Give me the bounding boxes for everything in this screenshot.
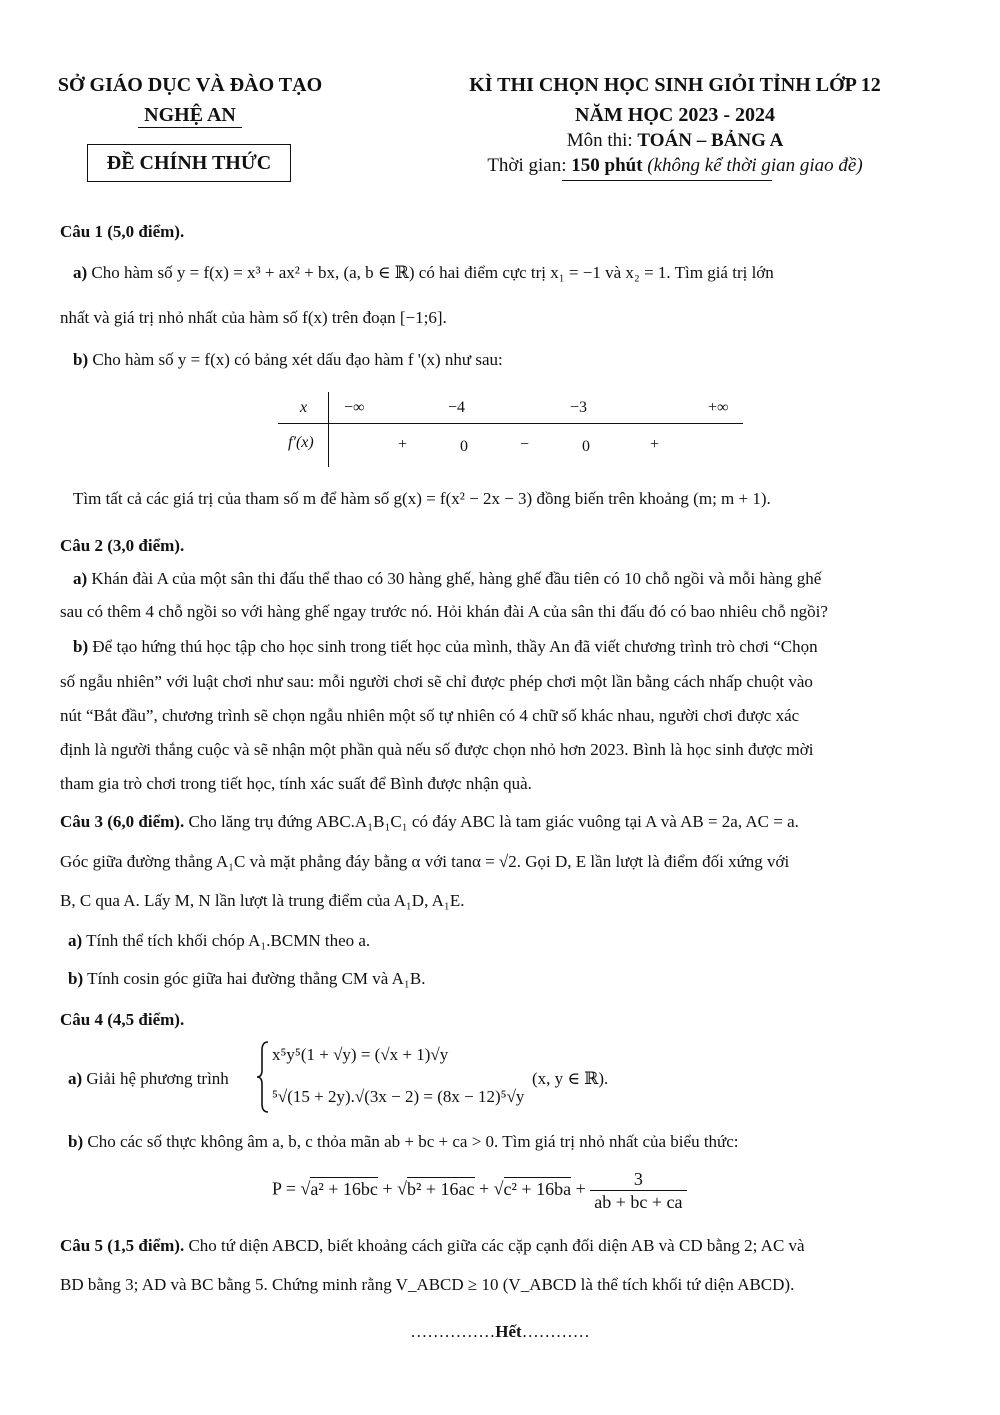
header-right-underline	[562, 180, 772, 181]
table-sign-5: +	[650, 436, 660, 453]
q4a-label: a)	[68, 1069, 83, 1088]
table-x-4: +∞	[708, 399, 729, 416]
q3b-label: b)	[68, 969, 84, 988]
p-fraction	[590, 1170, 686, 1211]
q4a-eq1: x⁵y⁵(1 + √y) = (√x + 1)√y	[272, 1045, 449, 1064]
end-marker	[300, 1323, 700, 1340]
table-sign-3: −	[520, 436, 530, 453]
q1b-text2: Tìm tất cả các giá trị của tham số m để hàm số g(x) = f(x² − 2x − 3) đồng biến trên khoảng (m; m + 1).	[73, 489, 771, 508]
exam-title: KÌ THI CHỌN HỌC SINH GIỎI TỈNH LỚP 12	[469, 74, 881, 96]
p-expression: P = √a² + 16bc + √b² + 16ac + √c² + 16ba + $\frac{3}{ab + bc + ca}$	[272, 1170, 687, 1211]
header-left-underline	[138, 127, 242, 128]
table-sign-4: 0	[582, 438, 590, 455]
q4a-domain: (x, y ∈ ℝ).	[532, 1069, 609, 1088]
q4a-text: Giải hệ phương trình	[86, 1069, 229, 1088]
q2b-text4: định là người thắng cuộc và sẽ nhận một phần quà nếu số được chọn nhỏ hơn 2023. Bình là học sinh được mời	[60, 740, 814, 759]
official-exam-label: ĐỀ CHÍNH THỨC	[106, 152, 272, 174]
table-x-3: −3	[570, 399, 588, 416]
q2a-text2: sau có thêm 4 chỗ ngồi so với hàng ghế ngay trước nó. Hỏi khán đài A của sân thi đấu đó có bao nhiêu chỗ ngồi?	[60, 602, 828, 621]
department-name: SỞ GIÁO DỤC VÀ ĐÀO TẠO	[57, 74, 323, 96]
brace-icon	[256, 1040, 270, 1114]
q3-text3: B, C qua A. Lấy M, N lần lượt là trung điểm của A₁D, A₁E.	[60, 891, 465, 910]
p-fraction-num: 3	[590, 1170, 686, 1191]
q2b-text3: nút “Bắt đầu”, chương trình sẽ chọn ngẫu nhiên một số tự nhiên có 4 chữ số khác nhau, người chơi được xác	[60, 706, 800, 725]
p-sqrt2: √b² + 16ac	[397, 1178, 475, 1199]
q2b-text1: Để tạo hứng thú học tập cho học sinh trong tiết học của mình, thầy An đã viết chương trình trò chơi “Chọn	[92, 637, 818, 656]
q3-line1	[60, 813, 799, 830]
q1b-label: b)	[73, 350, 89, 369]
q4b-line	[68, 1133, 739, 1150]
subject-value: TOÁN – BẢNG A	[637, 130, 784, 151]
q1b-text: Cho hàm số y = f(x) có bảng xét dấu đạo hàm f '(x) như sau:	[92, 350, 503, 369]
q3b-text: Tính cosin góc giữa hai đường thẳng CM và A₁B.	[87, 969, 426, 988]
q3b-line	[68, 970, 425, 987]
q4a-eq2: ⁵√(15 + 2y).√(3x − 2) = (8x − 12)⁵√y	[272, 1087, 525, 1106]
q3-text2: Góc giữa đường thẳng A₁C và mặt phẳng đáy bằng α với tanα = √2. Gọi D, E lần lượt là điểm đối xứng với	[60, 852, 790, 871]
p-fraction-den: ab + bc + ca	[594, 1192, 683, 1212]
q3a-label: a)	[68, 931, 83, 950]
q2b-text5: tham gia trò chơi trong tiết học, tính xác suất để Bình được nhận quà.	[60, 774, 532, 793]
q4b-label: b)	[68, 1132, 84, 1151]
table-x-2: −4	[448, 399, 466, 416]
q2-title: Câu 2 (3,0 điểm).	[60, 536, 185, 555]
q2b-label: b)	[73, 637, 89, 656]
p-term1: a² + 16bc	[310, 1178, 378, 1199]
q1a-line1	[73, 264, 963, 281]
table-hline	[278, 423, 743, 424]
time-note: (không kể thời gian giao đề)	[647, 155, 863, 176]
p-term3: c² + 16ba	[503, 1178, 572, 1199]
q1a-text2: nhất và giá trị nhỏ nhất của hàm số f(x) trên đoạn [−1;6].	[60, 308, 447, 327]
q5-title: Câu 5 (1,5 điểm).	[60, 1236, 185, 1255]
p-term2: b² + 16ac	[406, 1178, 475, 1199]
system-brace	[256, 1040, 270, 1114]
q1a-text1: Cho hàm số y = f(x) = x³ + ax² + bx, (a, b ∈ ℝ) có hai điểm cực trị x₁ = −1 và x₂ = 1. Tìm giá trị lớn	[91, 263, 774, 282]
end-label: Hết	[495, 1322, 522, 1341]
q3a-line	[68, 932, 370, 949]
p-lhs: P =	[272, 1178, 301, 1199]
q5-text2: BD bằng 3; AD và BC bằng 5. Chứng minh rằng V_ABCD ≥ 10 (V_ABCD là thể tích khối tứ diện ABCD).	[60, 1275, 795, 1294]
q5-line1	[60, 1237, 805, 1254]
table-fprime-head: f′(x)	[288, 434, 314, 451]
q2a-label: a)	[73, 569, 88, 588]
q1-title: Câu 1 (5,0 điểm).	[60, 222, 185, 241]
subject-label: Môn thi:	[566, 130, 638, 151]
q1b-line	[73, 351, 503, 368]
derivative-sign-table	[278, 392, 743, 467]
end-dots-left: ……………	[410, 1322, 496, 1341]
province-name: NGHỆ AN	[144, 104, 236, 126]
time-value: 150 phút	[571, 155, 643, 176]
subject-line	[440, 130, 910, 152]
school-year: NĂM HỌC 2023 - 2024	[575, 104, 775, 126]
official-exam-badge	[87, 144, 291, 182]
q4a-line	[68, 1070, 229, 1087]
table-sign-1: +	[398, 436, 408, 453]
table-x-head: x	[300, 399, 308, 416]
q2b-text2: số ngẫu nhiên” với luật chơi như sau: mỗi người chơi sẽ chỉ được phép chơi một lần bằng cách nhấp chuột vào	[60, 672, 813, 691]
q3a-text: Tính thể tích khối chóp A₁.BCMN theo a.	[86, 931, 371, 950]
q5-text1: Cho tứ diện ABCD, biết khoảng cách giữa các cặp cạnh đối diện AB và CD bằng 2; AC và	[184, 1236, 805, 1255]
p-sqrt3: √c² + 16ba	[493, 1178, 572, 1199]
table-vline	[328, 392, 329, 467]
q2b-line1	[73, 638, 818, 655]
end-dots-right: …………	[521, 1322, 590, 1341]
q4b-text: Cho các số thực không âm a, b, c thỏa mãn ab + bc + ca > 0. Tìm giá trị nhỏ nhất của biểu thức:	[87, 1132, 739, 1151]
q3-title: Câu 3 (6,0 điểm).	[60, 812, 185, 831]
time-label: Thời gian:	[487, 155, 572, 176]
time-line	[440, 155, 910, 177]
q3-text1: Cho lăng trụ đứng ABC.A₁B₁C₁ có đáy ABC là tam giác vuông tại A và AB = 2a, AC = a.	[184, 812, 799, 831]
q2a-text1: Khán đài A của một sân thi đấu thể thao có 30 hàng ghế, hàng ghế đầu tiên có 10 chỗ ngồi và mỗi hàng ghế	[91, 569, 822, 588]
q4-title: Câu 4 (4,5 điểm).	[60, 1010, 185, 1029]
p-sqrt1: √a² + 16bc	[300, 1178, 378, 1199]
table-x-1: −∞	[344, 399, 365, 416]
q2a-line1	[73, 570, 821, 587]
table-sign-2: 0	[460, 438, 468, 455]
q1a-label: a)	[73, 263, 88, 282]
